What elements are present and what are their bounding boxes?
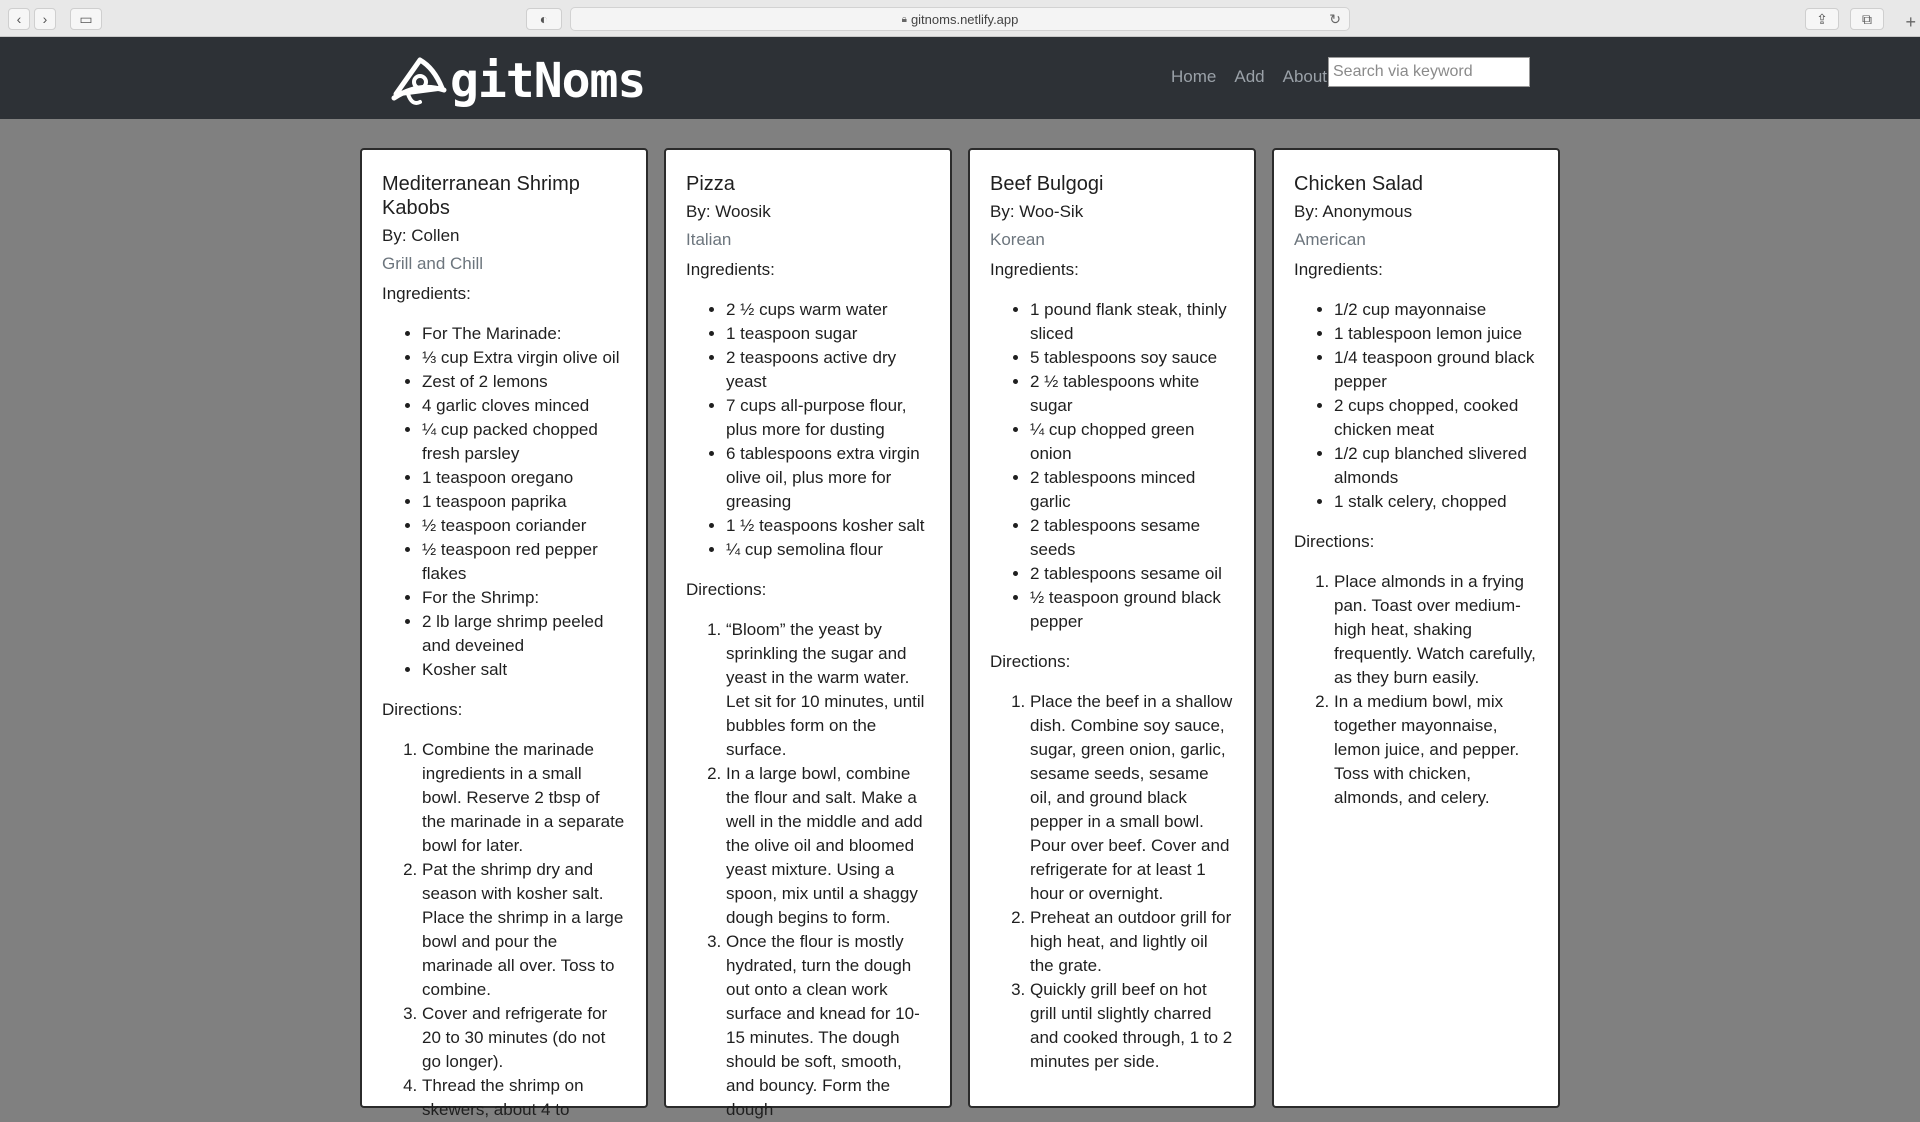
recipe-card [968,148,1256,1108]
directions-list [382,738,626,1122]
ingredient-item: • ½ teaspoon red pepper flakes [422,538,626,586]
address-bar[interactable] [570,7,1350,31]
direction-step: 2. Pat the shrimp dry and season with kosher salt. Place the shrimp in a large bowl and pour the marinade all over. Toss to combine. [422,858,626,1002]
ingredient-item: • 1 stalk celery, chopped [1334,490,1538,514]
ingredient-item: • ½ teaspoon coriander [422,514,626,538]
ingredient-item: • Kosher salt [422,658,626,682]
ingredients-heading: Ingredients: [382,284,471,303]
recipe-title: Pizza [686,173,735,195]
ingredients-list [990,298,1234,634]
ingredient-item: • 1 ½ teaspoons kosher salt [726,514,930,538]
ingredient-item: • 1/2 cup blanched slivered almonds [1334,442,1538,490]
ingredient-item: • ¼ cup chopped green onion [1030,418,1234,466]
ingredients-heading: Ingredients: [1294,260,1383,279]
ingredient-item: • 1 teaspoon oregano [422,466,626,490]
direction-step: 1. “Bloom” the yeast by sprinkling the sugar and yeast in the warm water. Let sit for 10 minutes, until bubbles form on the surface. [726,618,930,762]
ingredient-item: • 1 teaspoon sugar [726,322,930,346]
ingredient-item: • 1 pound flank steak, thinly sliced [1030,298,1234,346]
ingredient-item: • 2 tablespoons sesame seeds [1030,514,1234,562]
ingredient-item: • 2 ½ cups warm water [726,298,930,322]
ingredient-item: • 5 tablespoons soy sauce [1030,346,1234,370]
recipe-cuisine: Italian [686,230,732,249]
direction-step: 3. Once the flour is mostly hydrated, turn the dough out onto a clean work surface and knead for 10-15 minutes. The dough should be soft, smooth, and bouncy. Form the dough [726,930,930,1122]
ingredient-item: • 7 cups all-purpose flour, plus more for dusting [726,394,930,442]
ingredient-item: • 2 tablespoons minced garlic [1030,466,1234,514]
back-icon[interactable]: ‹ [8,8,30,30]
ingredient-item: • 1 teaspoon paprika [422,490,626,514]
recipe-cuisine: American [1294,230,1366,249]
nav-add[interactable]: Add [1234,67,1265,86]
ingredient-item: • For The Marinade: [422,322,626,346]
ingredient-item: • 2 cups chopped, cooked chicken meat [1334,394,1538,442]
logo-text: gitNoms [450,53,646,109]
direction-step: 3. Quickly grill beef on hot grill until slightly charred and cooked through, 1 to 2 minutes per side. [1030,978,1234,1074]
ingredients-heading: Ingredients: [686,260,775,279]
new-tab-icon[interactable]: + [1905,12,1916,32]
ingredient-item: • 1 tablespoon lemon juice [1334,322,1538,346]
ingredient-item: • 2 teaspoons active dry yeast [726,346,930,394]
direction-step: 1. Place almonds in a frying pan. Toast over medium-high heat, shaking frequently. Watch carefully, as they burn easily. [1334,570,1538,690]
tabs-overview-icon[interactable]: ⧉ [1850,8,1884,30]
direction-step: 1. Place the beef in a shallow dish. Combine soy sauce, sugar, green onion, garlic, sesame seeds, sesame oil, and ground black pepper in a small bowl. Pour over beef. Cover and refrigerate for at least 1 hour or overnight. [1030,690,1234,906]
ingredients-list [686,298,930,562]
ingredient-item: • Zest of 2 lemons [422,370,626,394]
nav-home[interactable]: Home [1171,67,1217,86]
main-nav [1171,67,1345,87]
direction-step: 2. In a medium bowl, mix together mayonnaise, lemon juice, and pepper. Toss with chicken, almonds, and celery. [1334,690,1538,810]
direction-step: 1. Combine the marinade ingredients in a small bowl. Reserve 2 tbsp of the marinade in a separate bowl for later. [422,738,626,858]
ingredient-item: • For the Shrimp: [422,586,626,610]
directions-list [686,618,930,1122]
ingredient-item: • ½ teaspoon ground black pepper [1030,586,1234,634]
directions-heading: Directions: [1294,532,1375,551]
ingredient-item: • 1/2 cup mayonnaise [1334,298,1538,322]
privacy-icon[interactable]: ◐ [526,8,562,30]
direction-step: 4. Thread the shrimp on skewers, about 4 to [422,1074,626,1122]
ingredient-item: • 1/4 teaspoon ground black pepper [1334,346,1538,394]
app-header [0,37,1920,119]
ingredients-heading: Ingredients: [990,260,1079,279]
ingredient-item: • ¼ cup packed chopped fresh parsley [422,418,626,466]
browser-toolbar [0,0,1920,37]
site-logo[interactable] [390,53,645,109]
nav-about[interactable]: About [1282,67,1328,86]
ingredient-item: • 6 tablespoons extra virgin olive oil, plus more for greasing [726,442,930,514]
direction-step: 2. Preheat an outdoor grill for high heat, and lightly oil the grate. [1030,906,1234,978]
forward-icon[interactable]: › [34,8,56,30]
recipe-title: Mediterranean Shrimp Kabobs [382,173,580,219]
recipe-card [1272,148,1560,1108]
ingredient-item: • 2 ½ tablespoons white sugar [1030,370,1234,418]
directions-list [1294,570,1538,810]
ingredient-item: • 2 tablespoons sesame oil [1030,562,1234,586]
recipe-card [360,148,648,1119]
lock-icon: 🔒︎ [901,13,907,25]
recipe-author: By: Woo-Sik [990,202,1084,221]
sidebar-icon[interactable]: ▭ [70,8,102,30]
recipe-author: By: Anonymous [1294,202,1413,221]
recipe-cuisine: Grill and Chill [382,254,484,273]
directions-heading: Directions: [990,652,1071,671]
reload-icon[interactable]: ↻ [1329,11,1341,27]
search-input[interactable] [1328,57,1530,87]
recipe-author: By: Collen [382,226,460,245]
recipe-cuisine: Korean [990,230,1045,249]
recipe-card [664,148,952,1119]
share-icon[interactable]: ⇪ [1805,8,1839,30]
directions-heading: Directions: [382,700,463,719]
recipe-title: Beef Bulgogi [990,173,1104,195]
ingredient-item: • ⅓ cup Extra virgin olive oil [422,346,626,370]
directions-heading: Directions: [686,580,767,599]
recipe-title: Chicken Salad [1294,173,1423,195]
ingredient-item: • 2 lb large shrimp peeled and deveined [422,610,626,658]
directions-list [990,690,1234,1074]
direction-step: 3. Cover and refrigerate for 20 to 30 minutes (do not go longer). [422,1002,626,1074]
recipe-author: By: Woosik [686,202,771,221]
pizza-slice-icon [390,54,448,108]
ingredient-item: • 4 garlic cloves minced [422,394,626,418]
ingredient-item: • ¼ cup semolina flour [726,538,930,562]
ingredients-list [1294,298,1538,514]
address-text: gitnoms.netlify.app [910,11,1019,27]
ingredients-list [382,322,626,682]
direction-step: 2. In a large bowl, combine the flour and salt. Make a well in the middle and add the olive oil and bloomed yeast mixture. Using a spoon, mix until a shaggy dough begins to form. [726,762,930,930]
